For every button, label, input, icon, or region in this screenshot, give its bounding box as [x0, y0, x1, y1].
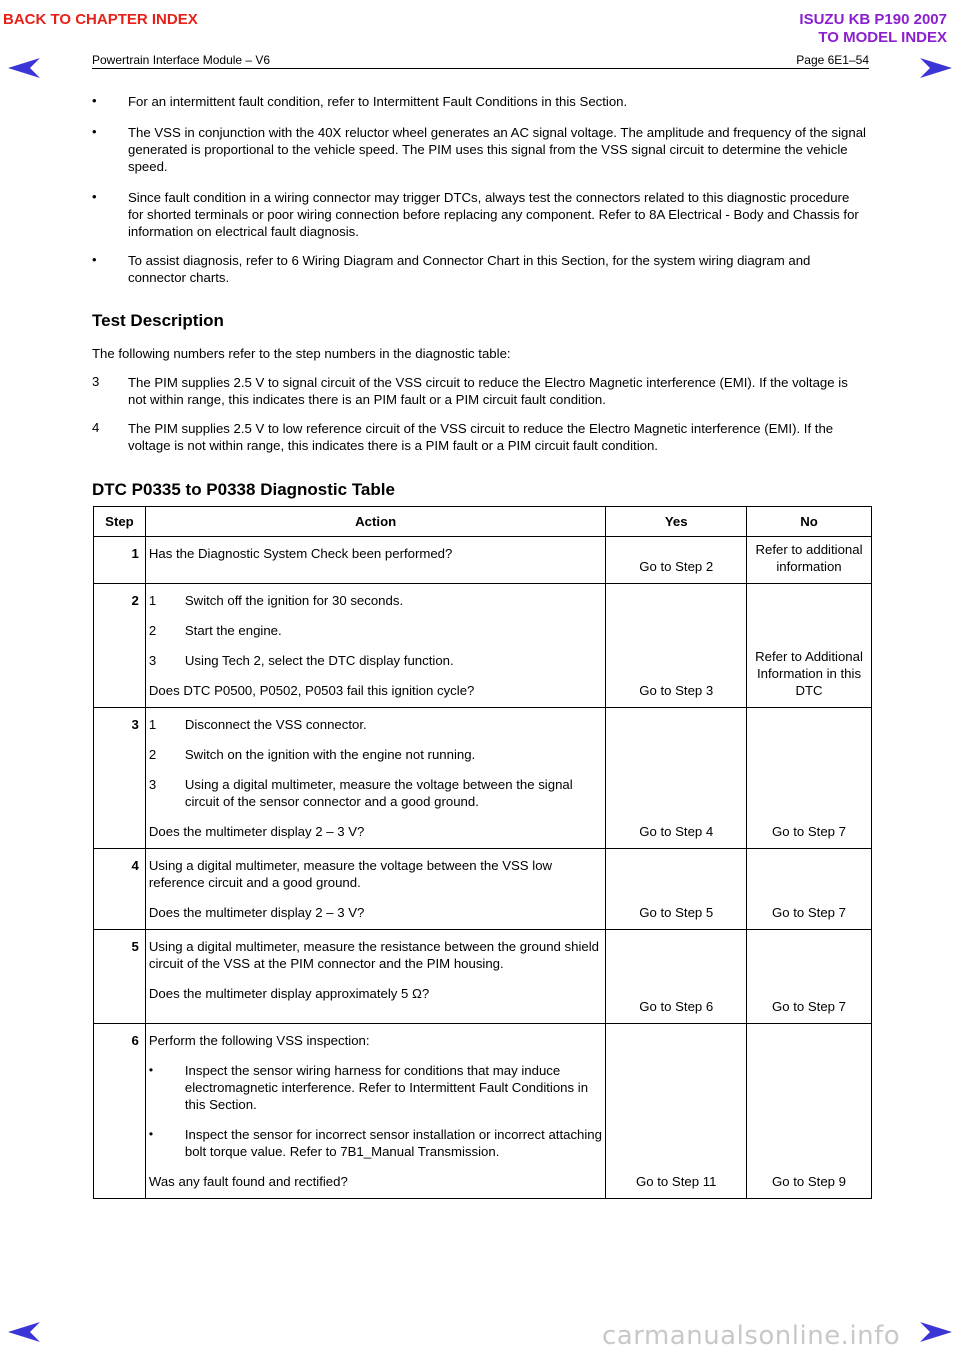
- back-to-chapter-index-link[interactable]: BACK TO CHAPTER INDEX: [3, 11, 198, 28]
- action-cell: [145, 584, 606, 708]
- action-question: Does the multimeter display approximately 5 Ω?: [148, 986, 430, 1001]
- model-index-label: TO MODEL INDEX: [818, 29, 947, 46]
- no-cell: Refer to additional information: [747, 537, 872, 584]
- no-cell: Go to Step 9: [747, 1024, 872, 1199]
- action-question: Does DTC P0500, P0502, P0503 fail this ignition cycle?: [148, 683, 475, 698]
- step-number: 4: [94, 849, 146, 930]
- bullet-icon: •: [148, 1127, 154, 1141]
- yes-cell: Go to Step 11: [606, 1024, 747, 1199]
- diagnostic-table: [93, 506, 872, 1199]
- yes-cell: Go to Step 6: [606, 930, 747, 1024]
- table-row: [94, 708, 872, 849]
- test-item-text: The PIM supplies 2.5 V to signal circuit of the VSS circuit to reduce the Electro Magnetic interference (EMI). If the voltage is not within range, this indicates there is an PIM fault or a PIM circuit fault condition.: [128, 375, 848, 407]
- bullet-icon: •: [148, 1063, 154, 1077]
- header-yes: Yes: [606, 507, 747, 537]
- bullet-icon: •: [92, 93, 97, 108]
- action-bullet: • Inspect the sensor for incorrect sensor installation or incorrect attaching bolt torque value. Refer to 7B1_Manual Transmission.: [148, 1127, 602, 1159]
- bullet-wiring-connector: Since fault condition in a wiring connector may trigger DTCs, always test the connectors related to this diagnostic procedure for shorted terminals or poor wiring connection before replacing any component. Refer to 8A Electrical - Body and Chassis for information on electrical fault diagnosis.: [128, 190, 859, 239]
- yes-cell: Go to Step 2: [606, 537, 747, 584]
- test-description-heading: Test Description: [92, 311, 224, 330]
- table-row: [94, 930, 872, 1024]
- action-lead: Using a digital multimeter, measure the resistance between the ground shield circuit of the VSS at the PIM connector and the PIM housing.: [148, 939, 599, 971]
- table-header-row: [94, 507, 872, 537]
- action-cell: [145, 849, 606, 930]
- action-lead: Perform the following VSS inspection:: [148, 1033, 370, 1048]
- action-substep: 2 Switch on the ignition with the engine not running.: [148, 747, 476, 762]
- action-cell: [145, 708, 606, 849]
- page-header-title: Powertrain Interface Module – V6: [92, 53, 271, 67]
- model-title: ISUZU KB P190 2007: [799, 11, 947, 28]
- test-item-number: 3: [92, 374, 100, 389]
- no-cell: Go to Step 7: [747, 708, 872, 849]
- table-row: [94, 584, 872, 708]
- header-step: Step: [94, 507, 146, 537]
- action-lead: Using a digital multimeter, measure the voltage between the VSS low reference circuit and a good ground.: [148, 858, 553, 890]
- action-substep: 1 Switch off the ignition for 30 seconds.: [148, 593, 404, 608]
- bullet-vss-signal: The VSS in conjunction with the 40X reluctor wheel generates an AC signal voltage. The amplitude and frequency of the signal generated is proportional to the vehicle speed. The PIM uses this signal from the VSS signal circuit to determine the vehicle speed.: [128, 125, 866, 174]
- action-bullet: • Inspect the sensor wiring harness for conditions that may induce electromagnetic interference. Refer to Intermittent Fault Conditions in this Section.: [148, 1063, 589, 1112]
- action-cell: [145, 537, 606, 584]
- bullet-icon: •: [92, 252, 97, 267]
- bullet-wiring-diagram: To assist diagnosis, refer to 6 Wiring Diagram and Connector Chart in this Section, for the system wiring diagram and connector charts.: [128, 253, 811, 285]
- footer-watermark: carmanualsonline.info: [602, 1321, 901, 1351]
- action-cell: [145, 1024, 606, 1199]
- test-item-text: The PIM supplies 2.5 V to low reference circuit of the VSS circuit to reduce the Electro Magnetic interference (EMI). If the voltage is not within range, this indicates there is a PIM fault or a PIM circuit fault condition.: [128, 421, 834, 453]
- bullet-intermittent: For an intermittent fault condition, refer to Intermittent Fault Conditions in this Section.: [128, 94, 628, 109]
- step-number: 1: [94, 537, 146, 584]
- header-rule: [92, 68, 869, 69]
- model-index-link[interactable]: [799, 11, 947, 47]
- action-question: Has the Diagnostic System Check been performed?: [148, 546, 453, 561]
- prev-page-arrow-icon[interactable]: [8, 58, 40, 78]
- action-substep: 3 Using a digital multimeter, measure the voltage between the signal circuit of the sensor connector and a good ground.: [148, 777, 573, 809]
- test-description-intro: The following numbers refer to the step numbers in the diagnostic table:: [92, 346, 511, 361]
- action-cell: [145, 930, 606, 1024]
- table-row: [94, 537, 872, 584]
- bullet-icon: •: [92, 124, 97, 139]
- page-number: Page 6E1–54: [796, 53, 869, 67]
- action-question: Was any fault found and rectified?: [148, 1174, 348, 1189]
- step-number: 3: [94, 708, 146, 849]
- step-number: 6: [94, 1024, 146, 1199]
- step-number: 2: [94, 584, 146, 708]
- prev-page-arrow-bottom-icon[interactable]: [8, 1322, 40, 1342]
- header-no: No: [747, 507, 872, 537]
- step-number: 5: [94, 930, 146, 1024]
- yes-cell: Go to Step 4: [606, 708, 747, 849]
- action-substep: 3 Using Tech 2, select the DTC display function.: [148, 653, 454, 668]
- header-action: Action: [145, 507, 606, 537]
- test-item-number: 4: [92, 420, 100, 435]
- diagnostic-table-title: DTC P0335 to P0338 Diagnostic Table: [92, 480, 395, 499]
- no-cell: Refer to Additional Information in this DTC: [747, 584, 872, 708]
- yes-cell: Go to Step 3: [606, 584, 747, 708]
- action-question: Does the multimeter display 2 – 3 V?: [148, 905, 365, 920]
- yes-cell: Go to Step 5: [606, 849, 747, 930]
- action-question: Does the multimeter display 2 – 3 V?: [148, 824, 365, 839]
- no-cell: Go to Step 7: [747, 930, 872, 1024]
- next-page-arrow-bottom-icon[interactable]: [920, 1322, 952, 1342]
- no-cell: Go to Step 7: [747, 849, 872, 930]
- action-substep: 1 Disconnect the VSS connector.: [148, 717, 367, 732]
- next-page-arrow-icon[interactable]: [920, 58, 952, 78]
- action-substep: 2 Start the engine.: [148, 623, 282, 638]
- table-row: [94, 1024, 872, 1199]
- table-row: [94, 849, 872, 930]
- bullet-icon: •: [92, 189, 97, 204]
